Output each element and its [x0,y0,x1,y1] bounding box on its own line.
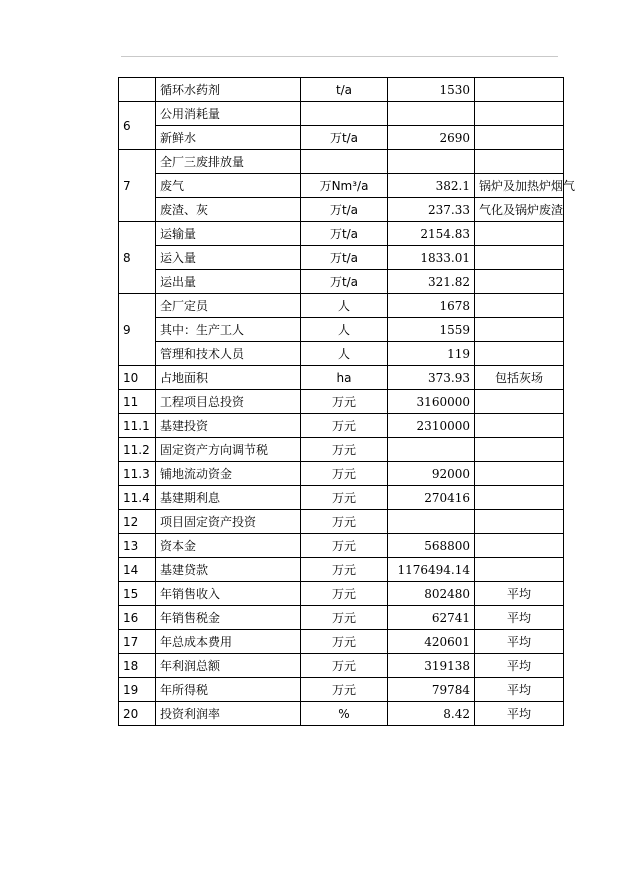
item-name: 资本金 [156,534,301,558]
item-name: 投资利润率 [156,702,301,726]
item-name: 全厂定员 [156,294,301,318]
value: 270416 [388,486,475,510]
row-number: 17 [119,630,156,654]
unit: 万元 [301,630,388,654]
item-name: 运出量 [156,270,301,294]
item-name: 项目固定资产投资 [156,510,301,534]
unit: 万元 [301,462,388,486]
note [475,270,564,294]
unit [301,150,388,174]
value: 1530 [388,78,475,102]
row-number: 10 [119,366,156,390]
note [475,78,564,102]
note [475,390,564,414]
note [475,150,564,174]
item-name: 公用消耗量 [156,102,301,126]
table-row [119,582,564,606]
row-number: 11.2 [119,438,156,462]
note [475,558,564,582]
value: 382.1 [388,174,475,198]
item-name: 基建投资 [156,414,301,438]
unit: 万元 [301,558,388,582]
note [475,510,564,534]
value: 802480 [388,582,475,606]
table-row [119,102,564,126]
table-row [119,510,564,534]
note: 平均 [475,630,564,654]
value: 319138 [388,654,475,678]
row-number: 13 [119,534,156,558]
unit: 万t/a [301,270,388,294]
row-number: 6 [119,102,156,150]
table-row [119,414,564,438]
value: 420601 [388,630,475,654]
note [475,126,564,150]
unit: 万元 [301,390,388,414]
table-row [119,462,564,486]
unit: 万t/a [301,198,388,222]
value: 237.33 [388,198,475,222]
value: 92000 [388,462,475,486]
note [475,102,564,126]
project-indicators-table [118,77,576,726]
unit: 万元 [301,678,388,702]
unit: 万元 [301,534,388,558]
row-number: 12 [119,510,156,534]
table-row [119,342,564,366]
table-row [119,174,564,198]
item-name: 占地面积 [156,366,301,390]
item-name: 全厂三废排放量 [156,150,301,174]
table-row [119,246,564,270]
value: 1833.01 [388,246,475,270]
value: 79784 [388,678,475,702]
value: 1678 [388,294,475,318]
note [475,246,564,270]
table-row [119,126,564,150]
row-number: 16 [119,606,156,630]
note [475,414,564,438]
note [475,438,564,462]
note: 平均 [475,678,564,702]
row-number: 11.3 [119,462,156,486]
item-name: 铺地流动资金 [156,462,301,486]
table-row [119,294,564,318]
value: 119 [388,342,475,366]
table-row [119,486,564,510]
table-row [119,390,564,414]
unit: t/a [301,78,388,102]
unit: 万Nm³/a [301,174,388,198]
item-name: 废气 [156,174,301,198]
table-row [119,438,564,462]
value: 1176494.14 [388,558,475,582]
value: 373.93 [388,366,475,390]
unit [301,102,388,126]
note: 平均 [475,582,564,606]
value [388,150,475,174]
unit: ha [301,366,388,390]
unit: 万元 [301,582,388,606]
unit: 万t/a [301,126,388,150]
note: 平均 [475,654,564,678]
row-number: 11.4 [119,486,156,510]
item-name: 运入量 [156,246,301,270]
table-row [119,702,564,726]
value: 2690 [388,126,475,150]
note [475,534,564,558]
table-row [119,78,564,102]
item-name: 工程项目总投资 [156,390,301,414]
row-number: 19 [119,678,156,702]
item-name: 新鲜水 [156,126,301,150]
unit: 万元 [301,654,388,678]
value: 2310000 [388,414,475,438]
value [388,510,475,534]
unit: 万t/a [301,246,388,270]
row-number: 18 [119,654,156,678]
unit: 人 [301,342,388,366]
item-name: 年销售税金 [156,606,301,630]
note [475,294,564,318]
value: 568800 [388,534,475,558]
table-row [119,606,564,630]
row-number: 9 [119,294,156,366]
note [475,462,564,486]
unit: 人 [301,318,388,342]
row-number: 11 [119,390,156,414]
note: 锅炉及加热炉烟气 [475,174,564,198]
note: 包括灰场 [475,366,564,390]
value [388,102,475,126]
note: 平均 [475,702,564,726]
row-number: 14 [119,558,156,582]
note [475,222,564,246]
row-number: 20 [119,702,156,726]
table-row [119,558,564,582]
row-number: 11.1 [119,414,156,438]
note [475,318,564,342]
unit: 万元 [301,606,388,630]
unit: 万元 [301,486,388,510]
item-name: 运输量 [156,222,301,246]
unit: 万元 [301,510,388,534]
item-name: 其中：生产工人 [156,318,301,342]
unit: 万元 [301,438,388,462]
note: 气化及锅炉废渣 [475,198,564,222]
table-row [119,366,564,390]
item-name: 基建贷款 [156,558,301,582]
row-number: 7 [119,150,156,222]
item-name: 基建期利息 [156,486,301,510]
note: 平均 [475,606,564,630]
item-name: 年利润总额 [156,654,301,678]
value: 3160000 [388,390,475,414]
item-name: 年所得税 [156,678,301,702]
row-number: 15 [119,582,156,606]
table-row [119,198,564,222]
item-name: 废渣、灰 [156,198,301,222]
value: 2154.83 [388,222,475,246]
table-row [119,318,564,342]
value [388,438,475,462]
item-name: 年总成本费用 [156,630,301,654]
table-row [119,270,564,294]
table-row [119,150,564,174]
item-name: 年销售收入 [156,582,301,606]
table-row [119,630,564,654]
value: 8.42 [388,702,475,726]
value: 62741 [388,606,475,630]
row-number [119,78,156,102]
table-row [119,654,564,678]
value: 1559 [388,318,475,342]
table-row [119,678,564,702]
item-name: 循环水药剂 [156,78,301,102]
item-name: 管理和技术人员 [156,342,301,366]
unit: % [301,702,388,726]
header-rule [121,56,558,57]
unit: 人 [301,294,388,318]
table-row [119,222,564,246]
unit: 万t/a [301,222,388,246]
note [475,342,564,366]
table-row [119,534,564,558]
item-name: 固定资产方向调节税 [156,438,301,462]
value: 321.82 [388,270,475,294]
note [475,486,564,510]
row-number: 8 [119,222,156,294]
unit: 万元 [301,414,388,438]
